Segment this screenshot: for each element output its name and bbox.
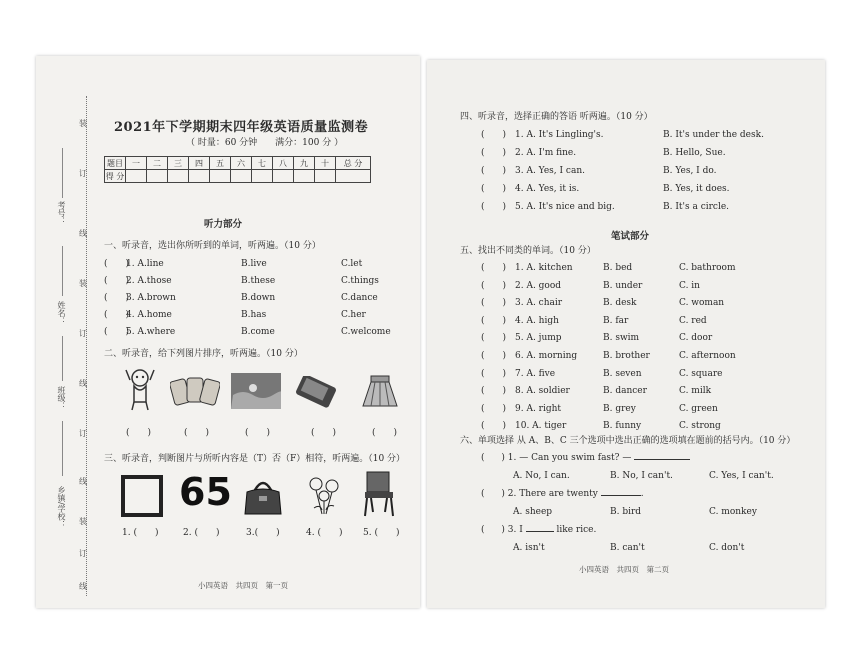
q6-item-3-stem: ) 3. I <box>501 525 523 535</box>
score-header: 三 <box>168 157 189 170</box>
q5-option-a: 2. A. good <box>515 280 562 291</box>
q4-option-a: 3. A. Yes, I can. <box>515 166 585 176</box>
answer-paren[interactable]: ( ) <box>104 259 130 269</box>
name-label: 姓名： <box>57 301 66 325</box>
q5-option-b: B. desk <box>603 298 637 309</box>
q5-option-c: C. woman <box>679 298 725 309</box>
exam-page-left <box>36 56 420 608</box>
fill-line <box>62 421 63 476</box>
q6-item-2-option-a: A. sheep <box>513 507 553 517</box>
q5-option-b: B. grey <box>603 403 636 414</box>
answer-paren: ( <box>481 453 485 463</box>
answer-paren[interactable]: ( ) <box>481 421 507 432</box>
score-header: 五 <box>210 157 231 170</box>
q4-option-a: 5. A. It's nice and big. <box>515 202 615 212</box>
margin-label: 线 <box>79 582 87 591</box>
q5-option-b: B. swim <box>603 333 640 344</box>
answer-paren[interactable]: ( ) <box>481 351 507 361</box>
q1-option-a: 3. A.brown <box>126 293 176 303</box>
q5-option-b: B. brother <box>603 351 650 361</box>
q1-option-a: 4. A.home <box>126 310 172 320</box>
score-table <box>104 156 371 183</box>
q5-option-a: 5. A. jump <box>515 333 562 344</box>
score-cell[interactable] <box>336 170 371 183</box>
q3-answer-paren[interactable]: 1. ( ) <box>122 528 159 538</box>
q5-option-c: C. green <box>679 403 718 414</box>
school-label: 乡镇/学校： <box>57 486 66 529</box>
q1-option-c: C.things <box>341 276 379 286</box>
q6-item-2-stem: ) 2. There are twenty <box>501 489 598 499</box>
q4-option-a: 4. A. Yes, it is. <box>515 184 580 194</box>
answer-paren[interactable]: ( ) <box>481 298 507 309</box>
q5-option-a: 10. A. tiger <box>515 421 567 432</box>
score-cell[interactable] <box>231 170 252 183</box>
q2-answer-paren[interactable]: ( ) <box>126 428 152 438</box>
answer-paren[interactable]: ( ) <box>481 148 507 158</box>
q6-item-1 <box>481 453 690 464</box>
score-cell[interactable] <box>147 170 168 183</box>
q5-option-b: B. dancer <box>603 386 647 397</box>
q2-heading: 二、听录音，给下列图片排序，听两遍。（10 分） <box>104 349 303 359</box>
q5-option-b: B. far <box>603 315 629 326</box>
score-header: 九 <box>294 157 315 170</box>
q5-option-c: C. afternoon <box>679 351 736 361</box>
q6-item-3-option-c: C. don't <box>709 543 745 553</box>
q5-option-b: B. under <box>603 280 643 291</box>
monkey-picture <box>122 364 158 412</box>
answer-paren[interactable]: ( ) <box>481 130 507 140</box>
q4-option-b: B. Yes, it does. <box>663 184 730 194</box>
answer-paren[interactable]: ( ) <box>481 202 507 212</box>
q5-option-b: B. seven <box>603 368 642 379</box>
q5-option-c: C. in <box>679 280 700 291</box>
q4-option-b: B. It's under the desk. <box>663 130 764 140</box>
q2-answer-paren[interactable]: ( ) <box>372 428 398 438</box>
score-header: 二 <box>147 157 168 170</box>
score-cell[interactable] <box>210 170 231 183</box>
page-footer: 小四英语 共四页 第二页 <box>579 565 669 574</box>
q5-option-b: B. bed <box>603 263 633 273</box>
q5-option-a: 7. A. five <box>515 368 556 379</box>
q6-item-1-option-b: B. No, I can't. <box>610 471 673 481</box>
answer-paren[interactable]: ( ) <box>481 386 507 397</box>
margin-label: 装 <box>79 517 87 526</box>
q1-option-c: C.let <box>341 259 363 269</box>
q6-heading: 六、单项选择 从 A、B、C 三个选项中选出正确的选项填在题前的括号内。（10 分） <box>460 436 796 446</box>
q4-option-a: 2. A. I'm fine. <box>515 148 577 158</box>
exam-title: 2021年下学期期末四年级英语质量监测卷 <box>114 120 369 135</box>
answer-paren: ( <box>481 525 485 535</box>
score-header: 一 <box>126 157 147 170</box>
phone-picture <box>294 376 338 408</box>
answer-paren[interactable]: ( ) <box>104 293 130 303</box>
exam-number-label: 考号： <box>57 201 66 225</box>
q1-heading: 一、听录音，选出你所听到的单词，听两遍。（10 分） <box>104 241 321 251</box>
q6-item-1-option-a: A. No, I can. <box>513 471 570 481</box>
score-row-label: 得 分 <box>105 171 125 181</box>
q1-option-b: B.down <box>241 293 276 303</box>
q6-item-3 <box>481 525 596 536</box>
score-cell[interactable] <box>189 170 210 183</box>
q5-option-c: C. square <box>679 368 723 379</box>
answer-blank[interactable] <box>601 495 641 496</box>
q1-option-c: C.welcome <box>341 327 391 337</box>
answer-paren[interactable]: ( ) <box>481 166 507 176</box>
q2-answer-paren[interactable]: ( ) <box>311 428 337 438</box>
score-cell[interactable] <box>252 170 273 183</box>
answer-paren: ( <box>481 489 485 499</box>
q6-item-2-option-b: B. bird <box>610 507 642 517</box>
q5-option-c: C. milk <box>679 386 712 397</box>
q5-heading: 五、找出不同类的单词。（10 分） <box>460 246 596 256</box>
written-section-title: 笔试部分 <box>611 231 650 242</box>
q3-answer-paren[interactable]: 3.( ) <box>246 528 280 538</box>
listening-section-title: 听力部分 <box>204 219 243 230</box>
q1-option-a: 2. A.those <box>126 276 172 286</box>
number-65: 65 <box>179 470 232 514</box>
q1-option-c: C.dance <box>341 293 378 303</box>
answer-paren[interactable]: ( ) <box>481 263 507 273</box>
class-label: 班级： <box>57 386 66 410</box>
q3-answer-paren[interactable]: 4. ( ) <box>306 528 343 538</box>
q1-option-a: 1. A.line <box>126 259 164 269</box>
answer-paren[interactable]: ( ) <box>481 315 507 326</box>
answer-paren[interactable]: ( ) <box>481 403 507 414</box>
bag-picture <box>243 474 283 518</box>
biscuits-picture <box>170 374 220 410</box>
q1-option-a: 5. A.where <box>126 327 176 337</box>
q6-item-3-option-a: A. isn't <box>513 543 545 553</box>
q1-option-b: B.come <box>241 327 275 337</box>
fill-line <box>62 336 63 381</box>
score-cell[interactable] <box>315 170 336 183</box>
q5-option-b: B. funny <box>603 421 642 432</box>
score-header: 总 分 <box>336 157 371 170</box>
flowers-picture <box>304 474 344 518</box>
q3-answer-paren[interactable]: 5. ( ) <box>363 528 400 538</box>
q5-option-a: 3. A. chair <box>515 298 563 309</box>
q5-option-a: 9. A. right <box>515 403 562 414</box>
margin-label: 装 <box>79 279 87 288</box>
q6-item-1-option-c: C. Yes, I can't. <box>709 471 774 481</box>
exam-subtitle: （ 时量：60 分钟 满分：100 分 ） <box>186 138 344 148</box>
chair-picture <box>361 470 397 518</box>
q3-answer-paren[interactable]: 2. ( ) <box>183 528 220 538</box>
answer-blank[interactable] <box>634 459 690 460</box>
q1-option-b: B.live <box>241 259 267 269</box>
q6-item-3-stem-after: like rice. <box>556 525 597 535</box>
q2-answer-paren[interactable]: ( ) <box>245 428 271 438</box>
fill-line <box>62 246 63 296</box>
answer-paren[interactable]: ( ) <box>104 276 130 286</box>
margin-label: 订 <box>79 329 87 338</box>
margin-label: 订 <box>79 169 87 178</box>
fill-line <box>62 148 63 198</box>
score-cell[interactable] <box>294 170 315 183</box>
q6-item-1-stem: ) 1. — Can you swim fast? — <box>501 453 632 463</box>
score-header: 十 <box>315 157 336 170</box>
q4-option-a: 1. A. It's Lingling's. <box>515 130 604 140</box>
q6-item-2-option-c: C. monkey <box>709 507 757 517</box>
score-header: 八 <box>273 157 294 170</box>
score-cell[interactable] <box>126 170 147 183</box>
q1-option-c: C.her <box>341 310 366 320</box>
q4-heading: 四、听录音，选择正确的答语 听两遍。（10 分） <box>460 112 653 122</box>
q5-option-c: C. red <box>679 315 707 326</box>
score-cell[interactable] <box>168 170 189 183</box>
score-cell[interactable] <box>273 170 294 183</box>
q5-option-a: 4. A. high <box>515 315 559 326</box>
exam-page-right <box>427 60 825 608</box>
q4-option-b: B. Hello, Sue. <box>663 148 726 158</box>
answer-paren[interactable]: ( ) <box>104 310 130 320</box>
score-header: 四 <box>189 157 210 170</box>
q3-heading: 三、听录音，判断图片与所听内容是（T）否（F）相符，听两遍。（10 分） <box>104 454 406 464</box>
square-picture <box>120 474 164 518</box>
margin-label: 线 <box>79 477 87 486</box>
page-footer: 小四英语 共四页 第一页 <box>198 581 288 590</box>
q5-option-a: 6. A. morning <box>515 351 578 361</box>
q4-option-b: B. Yes, I do. <box>663 166 717 176</box>
q1-option-b: B.these <box>241 276 276 286</box>
score-header: 七 <box>252 157 273 170</box>
margin-label: 线 <box>79 229 87 238</box>
answer-paren[interactable]: ( ) <box>104 327 130 337</box>
q5-option-a: 1. A. kitchen <box>515 263 573 273</box>
score-header: 题目 <box>105 157 126 170</box>
swimming-picture <box>231 373 281 409</box>
answer-paren[interactable]: ( ) <box>481 333 507 344</box>
answer-paren[interactable]: ( ) <box>481 368 507 379</box>
q1-option-b: B.has <box>241 310 267 320</box>
q5-option-c: C. bathroom <box>679 263 736 273</box>
q5-option-c: C. strong <box>679 421 721 432</box>
margin-label: 订 <box>79 429 87 438</box>
q5-option-c: C. door <box>679 333 713 344</box>
q6-item-3-option-b: B. can't <box>610 543 645 553</box>
answer-paren[interactable]: ( ) <box>481 280 507 291</box>
margin-label: 装 <box>79 119 87 128</box>
answer-blank[interactable] <box>526 531 554 532</box>
margin-label: 订 <box>79 549 87 558</box>
q2-answer-paren[interactable]: ( ) <box>184 428 210 438</box>
q5-option-a: 8. A. soldier <box>515 386 570 397</box>
skirt-picture <box>361 374 399 410</box>
q4-option-b: B. It's a circle. <box>663 202 730 212</box>
margin-label: 线 <box>79 379 87 388</box>
answer-paren[interactable]: ( ) <box>481 184 507 194</box>
score-header: 六 <box>231 157 252 170</box>
q6-item-2: ( ) 2. There are twenty . <box>481 489 644 499</box>
